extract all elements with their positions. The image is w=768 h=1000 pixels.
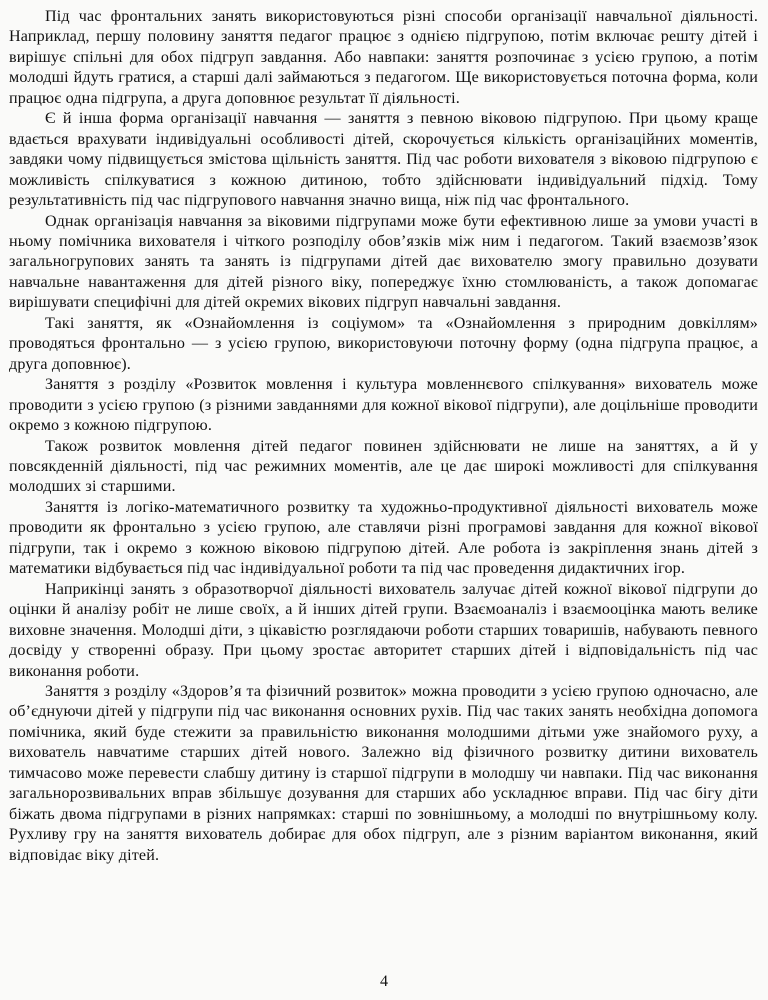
paragraph: Такі заняття, як «Ознайомлення із соціумом» та «Ознайомлення з природним довкіллям» проводяться фронтально — з усією групою, використовуючи поточну форму (одна підгрупа працює, а друга доповнює). bbox=[9, 314, 758, 373]
page-number: 4 bbox=[379, 973, 389, 990]
paragraph: Заняття з розділу «Здоров’я та фізичний розвиток» можна проводити з усією групою одночасно, але об’єднуючи дітей у підгрупи під час виконання основних рухів. Під час таких занять необхідна допомога помічника, який буде стежити за правильністю виконання молодшими дітьми уже знайомого руху, а вихователь навчатиме старших дітей нового. Залежно від фізичного розвитку дитини вихователь тимчасово може перевести слабшу дитину із старшої підгрупи в молодшу чи навпаки. Під час виконання загальнорозвивальних вправ збільшує дозування для старших або ускладнює вправи. Під час бігу діти біжать двома підгрупами в різних напрямках: старші по зовнішньому, а молодші по внутрішньому колу. Рухливу гру на заняття вихователь добирає для обох підгруп, але з різним варіантом виконання, який відповідає віку дітей. bbox=[9, 682, 758, 864]
paragraph: Наприкінці занять з образотворчої діяльності вихователь залучає дітей кожної вікової підгрупи до оцінки й аналізу робіт не лише своїх, а й інших дітей групи. Взаємоаналіз і взаємооцінка мають велике виховне значення. Молодші діти, з цікавістю розглядаючи роботи старших товаришів, набувають певного досвіду у створенні образу. При цьому зростає авторитет старших дітей і відповідальність під час виконання роботи. bbox=[9, 580, 758, 680]
page-body-text bbox=[9, 7, 758, 866]
paragraph: Однак організація навчання за віковими підгрупами може бути ефективною лише за умови участі в ньому помічника вихователя і чіткого розподілу обов’язків між ним і педагогом. Такий взаємозв’язок загальногрупових занять та занять із підгрупами дітей дає вихователю змогу правильно дозувати навчальне навантаження для дітей різного віку, попереджує їхню стомлюваність, а також допомагає вирішувати специфічні для дітей окремих вікових підгруп навчальні завдання. bbox=[9, 212, 758, 312]
paragraph: Під час фронтальних занять використовуються різні способи організації навчальної діяльності. Наприклад, першу половину заняття педагог працює з однією підгрупою, потім включає решту дітей і вирішує спільні для обох підгруп завдання. Або навпаки: заняття розпочинає з усією групою, а потім молодші йдуть гратися, а старші далі займаються з педагогом. Ще використовується поточна форма, коли працює одна підгрупа, а друга доповнює результат її діяльності. bbox=[9, 8, 758, 107]
paragraph: Заняття з розділу «Розвиток мовлення і культура мовленнєвого спілкування» вихователь може проводити з усією групою (з різними завданнями для кожної вікової підгрупи), але доцільніше проводити окремо з кожною підгрупою. bbox=[9, 376, 758, 435]
paragraph: Заняття із логіко-математичного розвитку та художньо-продуктивної діяльності вихователь може проводити як фронтально з усією групою, але ставлячи різні програмові завдання для кожної вікової підгрупи, так і окремо з кожною віковою підгрупою дітей. Але робота із закріплення знань дітей з математики відбувається під час індивідуальної роботи та під час проведення дидактичних ігор. bbox=[9, 498, 758, 578]
paragraph: Є й інша форма організації навчання — заняття з певною віковою підгрупою. При цьому краще вдається врахувати індивідуальні особливості дітей, скорочується кількість організаційних моментів, завдяки чому підвищується змістова щільність заняття. Під час роботи вихователя з віковою підгрупою є можливість спілкуватися з кожною дитиною, тобто здійснювати індивідуальний підхід. Тому результативність під час підгрупового навчання значно вища, ніж під час фронтального. bbox=[9, 110, 758, 210]
paragraph: Також розвиток мовлення дітей педагог повинен здійснювати не лише на заняттях, а й у повсякденній діяльності, під час режимних моментів, але це дає широкі можливості для спілкування молодших зі старшими. bbox=[9, 437, 758, 496]
